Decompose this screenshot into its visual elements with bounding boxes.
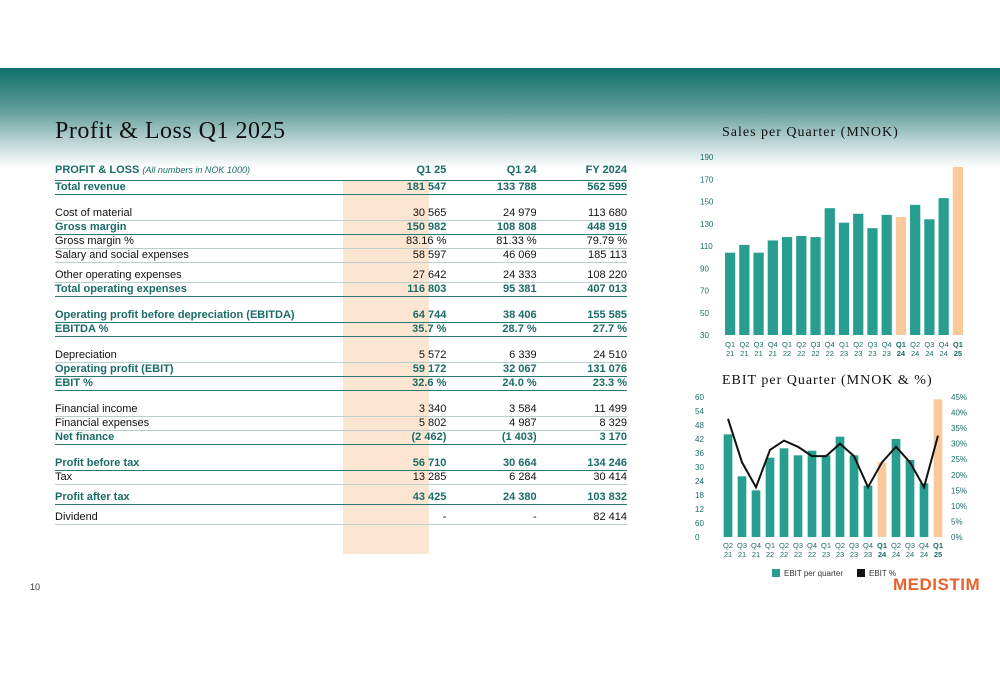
sales-bar bbox=[725, 253, 735, 335]
y-left-tick-label: 24 bbox=[695, 477, 704, 486]
table-row bbox=[55, 207, 627, 221]
y-tick-label: 90 bbox=[700, 264, 709, 274]
page-title: Profit & Loss Q1 2025 bbox=[55, 118, 286, 144]
row-spacer bbox=[55, 297, 627, 310]
sales-bar bbox=[924, 219, 934, 335]
row-value: 46 069 bbox=[446, 249, 536, 263]
row-label: Net finance bbox=[55, 431, 356, 445]
x-tick-year: 25 bbox=[933, 550, 943, 559]
x-tick-year: 24 bbox=[905, 550, 915, 559]
x-tick-year: 23 bbox=[863, 550, 873, 559]
x-tick-quarter: Q4 bbox=[918, 541, 930, 550]
table-row bbox=[55, 457, 627, 471]
row-label: Financial income bbox=[55, 403, 356, 417]
row-value: 30 565 bbox=[356, 207, 446, 221]
ebit-legend bbox=[772, 569, 896, 578]
row-spacer bbox=[55, 391, 627, 404]
profit-loss-table bbox=[55, 160, 627, 525]
row-value: 82 414 bbox=[537, 511, 627, 525]
row-label: Cost of material bbox=[55, 207, 356, 221]
x-tick-year: 21 bbox=[723, 550, 733, 559]
sales-bar bbox=[739, 245, 749, 335]
sales-bar bbox=[810, 237, 820, 335]
row-label: Profit after tax bbox=[55, 491, 356, 505]
x-tick-year: 22 bbox=[825, 349, 834, 358]
x-tick-quarter: Q4 bbox=[881, 340, 892, 349]
row-value: 79.79 % bbox=[537, 235, 627, 249]
row-value: 13 285 bbox=[356, 471, 446, 485]
x-tick-year: 21 bbox=[768, 349, 777, 358]
row-value: 35.7 % bbox=[356, 323, 446, 337]
row-label: Depreciation bbox=[55, 349, 356, 363]
y-tick-label: 150 bbox=[700, 197, 714, 207]
y-right-tick-label: 10% bbox=[951, 501, 968, 511]
row-value: (1 403) bbox=[446, 431, 536, 445]
table-row bbox=[55, 221, 627, 235]
row-value: 6 339 bbox=[446, 349, 536, 363]
x-tick-quarter: Q4 bbox=[938, 340, 949, 349]
row-value: 24 333 bbox=[446, 269, 536, 283]
row-value: 185 113 bbox=[537, 249, 627, 263]
table-row bbox=[55, 309, 627, 323]
x-tick-quarter: Q2 bbox=[890, 541, 902, 550]
sales-bar bbox=[753, 253, 763, 335]
table-row bbox=[55, 349, 627, 363]
x-tick-year: 23 bbox=[854, 349, 863, 358]
x-tick-year: 24 bbox=[939, 349, 948, 358]
x-tick-quarter: Q4 bbox=[750, 541, 762, 550]
row-value: 95 381 bbox=[446, 283, 536, 297]
sales-chart-title: Sales per Quarter (MNOK) bbox=[722, 125, 899, 140]
ebit-bar bbox=[794, 455, 803, 537]
row-value: 8 329 bbox=[537, 417, 627, 431]
x-tick-year: 24 bbox=[925, 349, 934, 358]
y-left-tick-label: 60 bbox=[695, 519, 704, 528]
sales-bar bbox=[825, 208, 835, 335]
x-tick-quarter: Q3 bbox=[792, 541, 804, 550]
ebit-bar bbox=[822, 455, 831, 537]
table-row bbox=[55, 377, 627, 391]
y-left-tick-label: 54 bbox=[695, 407, 704, 416]
x-tick-year: 22 bbox=[782, 349, 792, 358]
x-tick-quarter: Q4 bbox=[862, 541, 874, 550]
sales-bar bbox=[782, 237, 792, 335]
row-value: 407 013 bbox=[537, 283, 627, 297]
x-tick-quarter: Q1 bbox=[764, 541, 776, 550]
row-spacer bbox=[55, 445, 627, 458]
ebit-chart-title: EBIT per Quarter (MNOK & %) bbox=[722, 373, 933, 388]
row-value: 38 406 bbox=[446, 309, 536, 323]
x-tick-quarter: Q1 bbox=[725, 340, 736, 349]
x-tick-quarter: Q3 bbox=[924, 340, 935, 349]
x-tick-year: 22 bbox=[807, 550, 817, 559]
x-tick-quarter: Q1 bbox=[782, 340, 793, 349]
x-tick-quarter: Q2 bbox=[778, 541, 790, 550]
y-right-tick-label: 25% bbox=[951, 455, 968, 465]
x-tick-quarter: Q3 bbox=[848, 541, 860, 550]
x-tick-quarter: Q2 bbox=[722, 541, 734, 550]
row-value: 131 076 bbox=[537, 363, 627, 377]
table-row bbox=[55, 491, 627, 505]
y-right-tick-label: 0% bbox=[951, 533, 963, 542]
row-value: 23.3 % bbox=[537, 377, 627, 391]
y-right-tick-label: 30% bbox=[951, 439, 968, 449]
x-tick-year: 22 bbox=[797, 349, 806, 358]
x-tick-quarter: Q1 bbox=[838, 340, 850, 349]
row-value: 181 547 bbox=[356, 181, 446, 195]
row-label: Tax bbox=[55, 471, 356, 485]
row-value: 155 585 bbox=[537, 309, 627, 323]
row-value: 56 710 bbox=[356, 457, 446, 471]
row-value: 448 919 bbox=[537, 221, 627, 235]
sales-bar bbox=[882, 215, 892, 335]
x-tick-quarter: Q2 bbox=[910, 340, 921, 349]
sales-bar bbox=[867, 228, 877, 335]
row-value: 3 584 bbox=[446, 403, 536, 417]
column-q1-25: Q1 25 bbox=[356, 160, 446, 181]
ebit-bar bbox=[724, 434, 733, 537]
y-left-tick-label: 12 bbox=[695, 505, 704, 514]
y-left-tick-label: 30 bbox=[695, 463, 704, 472]
x-tick-quarter: Q3 bbox=[753, 340, 764, 349]
ebit-bar bbox=[920, 483, 929, 537]
column-q1-24: Q1 24 bbox=[446, 160, 536, 181]
row-spacer bbox=[55, 337, 627, 350]
x-tick-quarter: Q3 bbox=[810, 340, 821, 349]
y-tick-label: 30 bbox=[700, 331, 709, 340]
row-value: 6 284 bbox=[446, 471, 536, 485]
row-value: 27.7 % bbox=[537, 323, 627, 337]
ebit-chart bbox=[695, 390, 985, 565]
legend-ebit-quarter: EBIT per quarter bbox=[772, 569, 843, 578]
row-value: 5 802 bbox=[356, 417, 446, 431]
ebit-bar bbox=[934, 399, 943, 537]
x-tick-year: 21 bbox=[751, 550, 761, 559]
row-value: 108 808 bbox=[446, 221, 536, 235]
row-label: Dividend bbox=[55, 511, 356, 525]
table-row bbox=[55, 431, 627, 445]
sales-bar bbox=[853, 214, 863, 335]
row-label: Salary and social expenses bbox=[55, 249, 356, 263]
ebit-bar bbox=[780, 448, 789, 537]
table-row bbox=[55, 269, 627, 283]
row-value: 43 425 bbox=[356, 491, 446, 505]
sales-bar bbox=[896, 217, 906, 335]
table-row bbox=[55, 417, 627, 431]
table-row bbox=[55, 323, 627, 337]
x-tick-quarter: Q3 bbox=[736, 541, 748, 550]
legend-ebit-percent: EBIT % bbox=[857, 569, 896, 578]
row-value: 562 599 bbox=[537, 181, 627, 195]
row-value: - bbox=[356, 511, 446, 525]
x-tick-year: 23 bbox=[882, 349, 891, 358]
y-right-tick-label: 40% bbox=[951, 408, 968, 418]
y-left-tick-label: 18 bbox=[695, 491, 704, 500]
row-value: 113 680 bbox=[537, 207, 627, 221]
x-tick-year: 22 bbox=[793, 550, 803, 559]
ebit-bar bbox=[892, 439, 901, 537]
table-row bbox=[55, 283, 627, 297]
x-tick-quarter: Q2 bbox=[834, 541, 846, 550]
table-row bbox=[55, 181, 627, 195]
row-label: Profit before tax bbox=[55, 457, 356, 471]
ebit-bar bbox=[766, 458, 775, 537]
x-tick-quarter: Q4 bbox=[767, 340, 778, 349]
row-value: 58 597 bbox=[356, 249, 446, 263]
sales-bar bbox=[953, 167, 963, 335]
row-label: EBITDA % bbox=[55, 323, 356, 337]
x-tick-year: 25 bbox=[953, 349, 963, 358]
y-right-tick-label: 35% bbox=[951, 424, 968, 434]
table-row bbox=[55, 363, 627, 377]
sales-bar bbox=[768, 240, 778, 335]
table-header-row bbox=[55, 160, 627, 181]
row-value: 133 788 bbox=[446, 181, 536, 195]
sales-bar bbox=[939, 198, 949, 335]
row-value: (2 462) bbox=[356, 431, 446, 445]
x-tick-year: 21 bbox=[725, 349, 735, 358]
row-label: Total operating expenses bbox=[55, 283, 356, 297]
x-tick-year: 23 bbox=[821, 550, 831, 559]
row-value: 59 172 bbox=[356, 363, 446, 377]
column-fy-2024: FY 2024 bbox=[537, 160, 627, 181]
x-tick-quarter: Q4 bbox=[824, 340, 835, 349]
row-value: 116 803 bbox=[356, 283, 446, 297]
ebit-bar bbox=[808, 451, 817, 537]
x-tick-quarter: Q4 bbox=[806, 541, 818, 550]
ebit-bar bbox=[906, 460, 915, 537]
x-tick-year: 23 bbox=[849, 550, 859, 559]
row-label: Gross margin % bbox=[55, 235, 356, 249]
row-value: 11 499 bbox=[537, 403, 627, 417]
x-tick-quarter: Q2 bbox=[853, 340, 864, 349]
row-value: 32.6 % bbox=[356, 377, 446, 391]
y-right-tick-label: 20% bbox=[951, 470, 968, 480]
row-value: 103 832 bbox=[537, 491, 627, 505]
y-tick-label: 190 bbox=[700, 153, 714, 162]
x-tick-year: 21 bbox=[754, 349, 763, 358]
ebit-bar bbox=[738, 476, 747, 537]
row-value: 5 572 bbox=[356, 349, 446, 363]
y-right-tick-label: 45% bbox=[951, 393, 968, 402]
x-tick-quarter: Q3 bbox=[867, 340, 878, 349]
x-tick-year: 24 bbox=[919, 550, 929, 559]
row-value: - bbox=[446, 511, 536, 525]
sales-bar bbox=[910, 205, 920, 335]
x-tick-quarter: Q2 bbox=[739, 340, 750, 349]
row-value: 27 642 bbox=[356, 269, 446, 283]
row-label: Financial expenses bbox=[55, 417, 356, 431]
x-tick-year: 22 bbox=[765, 550, 775, 559]
sales-bar bbox=[796, 236, 806, 335]
row-value: 30 414 bbox=[537, 471, 627, 485]
sales-bar bbox=[839, 223, 849, 335]
ebit-bar bbox=[752, 490, 761, 537]
row-value: 83.16 % bbox=[356, 235, 446, 249]
x-tick-quarter: Q3 bbox=[904, 541, 916, 550]
table-row bbox=[55, 235, 627, 249]
x-tick-quarter: Q1 bbox=[952, 340, 963, 349]
row-label: EBIT % bbox=[55, 377, 356, 391]
row-value: 3 340 bbox=[356, 403, 446, 417]
x-tick-quarter: Q1 bbox=[895, 340, 906, 349]
x-tick-year: 24 bbox=[877, 550, 887, 559]
y-left-tick-label: 48 bbox=[695, 421, 704, 430]
y-tick-label: 50 bbox=[700, 308, 709, 318]
x-tick-year: 24 bbox=[911, 349, 920, 358]
x-tick-year: 21 bbox=[740, 349, 749, 358]
row-value: 24.0 % bbox=[446, 377, 536, 391]
row-value: 150 982 bbox=[356, 221, 446, 235]
table-row bbox=[55, 511, 627, 525]
row-value: 24 380 bbox=[446, 491, 536, 505]
y-tick-label: 70 bbox=[700, 286, 709, 296]
x-tick-quarter: Q1 bbox=[876, 541, 888, 550]
x-tick-quarter: Q1 bbox=[932, 541, 944, 550]
x-tick-year: 21 bbox=[737, 550, 747, 559]
row-value: 64 744 bbox=[356, 309, 446, 323]
row-value: 32 067 bbox=[446, 363, 536, 377]
x-tick-year: 22 bbox=[779, 550, 789, 559]
row-label: Other operating expenses bbox=[55, 269, 356, 283]
sales-chart bbox=[695, 145, 975, 385]
row-value: 4 987 bbox=[446, 417, 536, 431]
row-value: 24 979 bbox=[446, 207, 536, 221]
y-left-tick-label: 36 bbox=[695, 449, 704, 458]
x-tick-quarter: Q1 bbox=[820, 541, 832, 550]
row-label: Operating profit before depreciation (EBITDA) bbox=[55, 309, 356, 323]
row-label: Operating profit (EBIT) bbox=[55, 363, 356, 377]
y-right-tick-label: 15% bbox=[951, 486, 968, 496]
row-value: 30 664 bbox=[446, 457, 536, 471]
ebit-bar bbox=[864, 486, 873, 537]
y-tick-label: 110 bbox=[700, 242, 713, 251]
row-value: 81.33 % bbox=[446, 235, 536, 249]
page-number: 10 bbox=[30, 582, 41, 592]
y-left-tick-label: 42 bbox=[695, 435, 704, 444]
row-value: 3 170 bbox=[537, 431, 627, 445]
table-row bbox=[55, 471, 627, 485]
y-tick-label: 130 bbox=[700, 219, 714, 229]
y-right-tick-label: 5% bbox=[951, 517, 963, 527]
x-tick-year: 24 bbox=[896, 349, 906, 358]
row-value: 24 510 bbox=[537, 349, 627, 363]
ebit-bar bbox=[836, 437, 845, 537]
x-tick-year: 23 bbox=[839, 349, 849, 358]
x-tick-year: 23 bbox=[868, 349, 877, 358]
table-row bbox=[55, 403, 627, 417]
table-row bbox=[55, 249, 627, 263]
x-tick-year: 22 bbox=[811, 349, 820, 358]
y-tick-label: 170 bbox=[700, 175, 714, 185]
ebit-bar bbox=[878, 462, 887, 537]
row-spacer bbox=[55, 195, 627, 208]
medistim-logo: MEDISTIM bbox=[893, 575, 981, 594]
x-tick-year: 23 bbox=[835, 550, 845, 559]
table-header-label: PROFIT & LOSS (All numbers in NOK 1000) bbox=[55, 160, 356, 181]
row-value: 108 220 bbox=[537, 269, 627, 283]
x-tick-quarter: Q2 bbox=[796, 340, 807, 349]
row-label: Total revenue bbox=[55, 181, 356, 195]
row-value: 134 246 bbox=[537, 457, 627, 471]
row-label: Gross margin bbox=[55, 221, 356, 235]
ebit-bar bbox=[850, 455, 859, 537]
row-value: 28.7 % bbox=[446, 323, 536, 337]
x-tick-year: 24 bbox=[891, 550, 901, 559]
y-left-tick-label: 60 bbox=[695, 393, 704, 402]
y-left-tick-label: 0 bbox=[695, 533, 700, 542]
